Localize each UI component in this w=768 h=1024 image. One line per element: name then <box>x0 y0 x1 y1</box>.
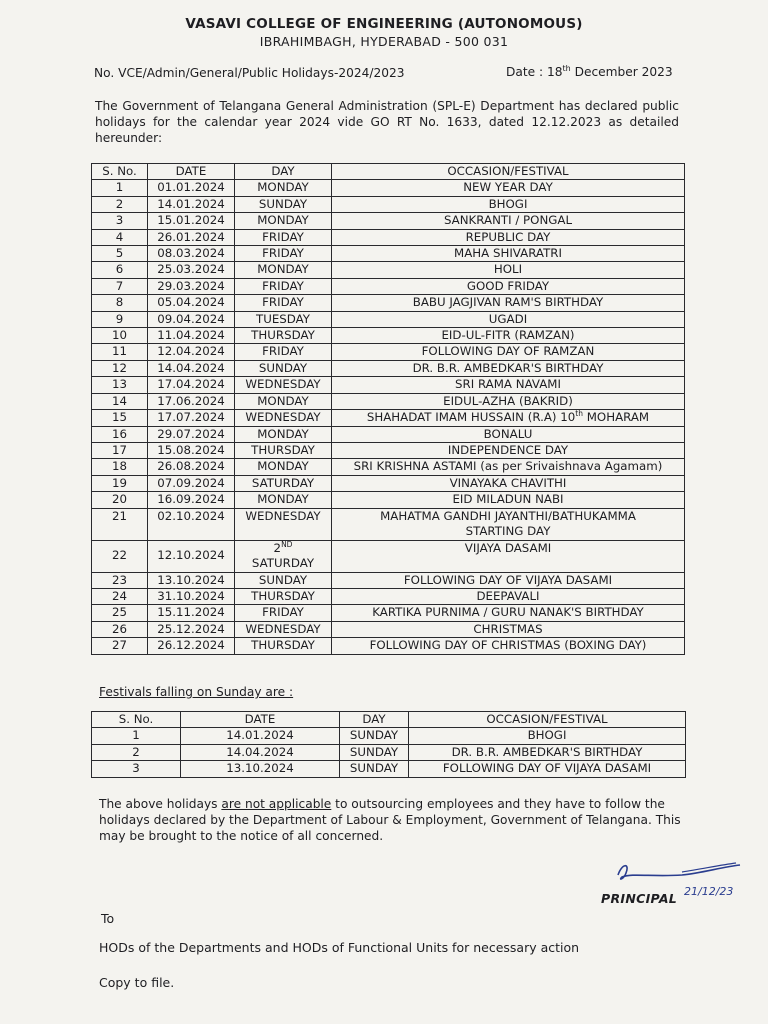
occasion-cell: FOLLOWING DAY OF RAMZAN <box>332 344 685 360</box>
sno-cell: 1 <box>92 728 181 744</box>
sno-cell: 16 <box>92 426 148 442</box>
sno-cell: 4 <box>92 229 148 245</box>
date-cell: 05.04.2024 <box>148 295 235 311</box>
date-cell: 13.10.2024 <box>148 572 235 588</box>
occasion-cell: MAHA SHIVARATRI <box>332 246 685 262</box>
college-name: VASAVI COLLEGE OF ENGINEERING (AUTONOMOUS) <box>185 16 583 32</box>
occasion-cell: VINAYAKA CHAVITHI <box>332 475 685 491</box>
day-cell: FRIDAY <box>235 229 332 245</box>
occasion-cell: EIDUL-AZHA (BAKRID) <box>332 393 685 409</box>
sno-cell: 9 <box>92 311 148 327</box>
day-cell: TUESDAY <box>235 311 332 327</box>
table-row <box>92 761 686 777</box>
date-cell: 26.01.2024 <box>148 229 235 245</box>
sno-cell: 10 <box>92 328 148 344</box>
table-row <box>92 540 685 572</box>
day-cell: WEDNESDAY <box>235 621 332 637</box>
occasion-cell: BABU JAGJIVAN RAM'S BIRTHDAY <box>332 295 685 311</box>
occasion-cell: MAHATMA GANDHI JAYANTHI/BATHUKAMMA STARTING DAY <box>332 508 685 540</box>
date-cell: 02.10.2024 <box>148 508 235 540</box>
col-sno: S. No. <box>92 712 181 728</box>
occasion-cell: REPUBLIC DAY <box>332 229 685 245</box>
sno-cell: 12 <box>92 360 148 376</box>
day-cell: SUNDAY <box>235 572 332 588</box>
sno-cell: 22 <box>92 540 148 572</box>
table-row <box>92 229 685 245</box>
day-cell: MONDAY <box>235 180 332 196</box>
day-cell: SUNDAY <box>340 761 409 777</box>
table-row <box>92 410 685 426</box>
sno-cell: 20 <box>92 492 148 508</box>
day-cell: FRIDAY <box>235 605 332 621</box>
table-row <box>92 442 685 458</box>
col-day: DAY <box>340 712 409 728</box>
occasion-cell: SANKRANTI / PONGAL <box>332 213 685 229</box>
day-cell: MONDAY <box>235 213 332 229</box>
occasion-cell: NEW YEAR DAY <box>332 180 685 196</box>
occasion-cell: CHRISTMAS <box>332 621 685 637</box>
table-row <box>92 180 685 196</box>
date-cell: 11.04.2024 <box>148 328 235 344</box>
date-cell: 26.12.2024 <box>148 638 235 654</box>
date-cell: 29.03.2024 <box>148 278 235 294</box>
day-cell: SUNDAY <box>235 196 332 212</box>
date-cell: 12.04.2024 <box>148 344 235 360</box>
sno-cell: 2 <box>92 196 148 212</box>
table-row <box>92 508 685 540</box>
day-cell: WEDNESDAY <box>235 508 332 540</box>
day-cell: SATURDAY <box>235 475 332 491</box>
date-cell: 29.07.2024 <box>148 426 235 442</box>
date-cell: 25.12.2024 <box>148 621 235 637</box>
day-cell: SUNDAY <box>235 360 332 376</box>
recipients-line: HODs of the Departments and HODs of Functional Units for necessary action <box>99 940 580 955</box>
col-day: DAY <box>235 164 332 180</box>
table-row <box>92 295 685 311</box>
day-cell: 2ND SATURDAY <box>235 540 332 572</box>
principal-label: PRINCIPAL <box>601 891 678 906</box>
day-cell: MONDAY <box>235 262 332 278</box>
sno-cell: 23 <box>92 572 148 588</box>
date-cell: 13.10.2024 <box>181 761 340 777</box>
day-cell: FRIDAY <box>235 246 332 262</box>
col-date: DATE <box>181 712 340 728</box>
day-cell: MONDAY <box>235 393 332 409</box>
letter-date: Date : 18th December 2023 <box>506 64 673 80</box>
intro-paragraph: The Government of Telangana General Administration (SPL-E) Department has declared public holidays for the calendar year 2024 vide GO RT No. 1633, dated 12.12.2023 as detailed hereunder: <box>95 99 679 145</box>
occasion-cell: UGADI <box>332 311 685 327</box>
sno-cell: 18 <box>92 459 148 475</box>
table-row <box>92 344 685 360</box>
table-row <box>92 360 685 376</box>
date-cell: 08.03.2024 <box>148 246 235 262</box>
sno-cell: 5 <box>92 246 148 262</box>
occasion-cell: FOLLOWING DAY OF VIJAYA DASAMI <box>332 572 685 588</box>
day-cell: SUNDAY <box>340 728 409 744</box>
date-cell: 14.04.2024 <box>181 744 340 760</box>
signature-date: 21/12/23 <box>684 885 734 898</box>
sunday-table-header <box>92 712 686 728</box>
sno-cell: 2 <box>92 744 181 760</box>
sunday-heading: Festivals falling on Sunday are : <box>99 685 294 699</box>
holiday-table-header <box>92 164 685 180</box>
sno-cell: 19 <box>92 475 148 491</box>
date-cell: 15.01.2024 <box>148 213 235 229</box>
occasion-cell: FOLLOWING DAY OF CHRISTMAS (BOXING DAY) <box>332 638 685 654</box>
date-cell: 07.09.2024 <box>148 475 235 491</box>
date-cell: 12.10.2024 <box>148 540 235 572</box>
day-cell: THURSDAY <box>235 638 332 654</box>
sno-cell: 6 <box>92 262 148 278</box>
date-cell: 09.04.2024 <box>148 311 235 327</box>
sno-cell: 1 <box>92 180 148 196</box>
occasion-cell: BONALU <box>332 426 685 442</box>
occasion-cell: KARTIKA PURNIMA / GURU NANAK'S BIRTHDAY <box>332 605 685 621</box>
date-cell: 01.01.2024 <box>148 180 235 196</box>
sno-cell: 7 <box>92 278 148 294</box>
sno-cell: 27 <box>92 638 148 654</box>
occasion-cell: DR. B.R. AMBEDKAR'S BIRTHDAY <box>332 360 685 376</box>
occasion-cell: HOLI <box>332 262 685 278</box>
sno-cell: 24 <box>92 588 148 604</box>
occasion-cell: EID-UL-FITR (RAMZAN) <box>332 328 685 344</box>
sno-cell: 21 <box>92 508 148 540</box>
date-cell: 17.07.2024 <box>148 410 235 426</box>
day-cell: SUNDAY <box>340 744 409 760</box>
date-cell: 14.04.2024 <box>148 360 235 376</box>
sno-cell: 25 <box>92 605 148 621</box>
table-row <box>92 196 685 212</box>
table-row <box>92 728 686 744</box>
day-cell: THURSDAY <box>235 328 332 344</box>
table-row <box>92 328 685 344</box>
occasion-cell: INDEPENDENCE DAY <box>332 442 685 458</box>
table-row <box>92 213 685 229</box>
table-row <box>92 426 685 442</box>
table-row <box>92 572 685 588</box>
sno-cell: 14 <box>92 393 148 409</box>
col-sno: S. No. <box>92 164 148 180</box>
day-cell: WEDNESDAY <box>235 377 332 393</box>
date-cell: 16.09.2024 <box>148 492 235 508</box>
day-cell: THURSDAY <box>235 442 332 458</box>
col-occasion: OCCASION/FESTIVAL <box>409 712 686 728</box>
table-row <box>92 311 685 327</box>
copy-to-file: Copy to file. <box>99 975 175 990</box>
table-row <box>92 588 685 604</box>
table-row <box>92 621 685 637</box>
table-row <box>92 475 685 491</box>
date-cell: 15.08.2024 <box>148 442 235 458</box>
reference-number: No. VCE/Admin/General/Public Holidays-2024/2023 <box>94 66 405 80</box>
table-row <box>92 246 685 262</box>
sunday-table <box>91 711 686 778</box>
day-cell: MONDAY <box>235 426 332 442</box>
date-cell: 14.01.2024 <box>148 196 235 212</box>
applicability-note: The above holidays are not applicable to outsourcing employees and they have to follow the holidays declared by the Department of Labour & Employment, Government of Telangana. This may be brought to the notice of all concerned. <box>99 797 681 843</box>
day-cell: WEDNESDAY <box>235 410 332 426</box>
occasion-cell: EID MILADUN NABI <box>332 492 685 508</box>
sno-cell: 15 <box>92 410 148 426</box>
sno-cell: 13 <box>92 377 148 393</box>
date-cell: 17.06.2024 <box>148 393 235 409</box>
date-cell: 26.08.2024 <box>148 459 235 475</box>
sno-cell: 11 <box>92 344 148 360</box>
col-date: DATE <box>148 164 235 180</box>
table-row <box>92 393 685 409</box>
table-row <box>92 377 685 393</box>
col-occasion: OCCASION/FESTIVAL <box>332 164 685 180</box>
table-row <box>92 278 685 294</box>
day-cell: FRIDAY <box>235 278 332 294</box>
date-cell: 25.03.2024 <box>148 262 235 278</box>
occasion-cell: GOOD FRIDAY <box>332 278 685 294</box>
sno-cell: 26 <box>92 621 148 637</box>
college-address: IBRAHIMBAGH, HYDERABAD - 500 031 <box>259 34 509 49</box>
occasion-cell: SHAHADAT IMAM HUSSAIN (R.A) 10th MOHARAM <box>332 410 685 426</box>
occasion-cell: FOLLOWING DAY OF VIJAYA DASAMI <box>409 761 686 777</box>
table-row <box>92 638 685 654</box>
day-cell: FRIDAY <box>235 344 332 360</box>
day-cell: FRIDAY <box>235 295 332 311</box>
day-cell: MONDAY <box>235 492 332 508</box>
occasion-cell: VIJAYA DASAMI <box>332 540 685 572</box>
to-label: To <box>101 911 115 926</box>
occasion-cell: SRI KRISHNA ASTAMI (as per Srivaishnava Agamam) <box>332 459 685 475</box>
day-cell: THURSDAY <box>235 588 332 604</box>
table-row <box>92 459 685 475</box>
table-row <box>92 605 685 621</box>
sno-cell: 17 <box>92 442 148 458</box>
table-row <box>92 744 686 760</box>
occasion-cell: BHOGI <box>409 728 686 744</box>
table-row <box>92 492 685 508</box>
table-row <box>92 262 685 278</box>
occasion-cell: BHOGI <box>332 196 685 212</box>
occasion-cell: DR. B.R. AMBEDKAR'S BIRTHDAY <box>409 744 686 760</box>
date-cell: 31.10.2024 <box>148 588 235 604</box>
occasion-cell: SRI RAMA NAVAMI <box>332 377 685 393</box>
sno-cell: 3 <box>92 761 181 777</box>
occasion-cell: DEEPAVALI <box>332 588 685 604</box>
date-cell: 15.11.2024 <box>148 605 235 621</box>
date-cell: 14.01.2024 <box>181 728 340 744</box>
sno-cell: 8 <box>92 295 148 311</box>
holiday-table <box>91 163 685 655</box>
date-cell: 17.04.2024 <box>148 377 235 393</box>
sno-cell: 3 <box>92 213 148 229</box>
day-cell: MONDAY <box>235 459 332 475</box>
